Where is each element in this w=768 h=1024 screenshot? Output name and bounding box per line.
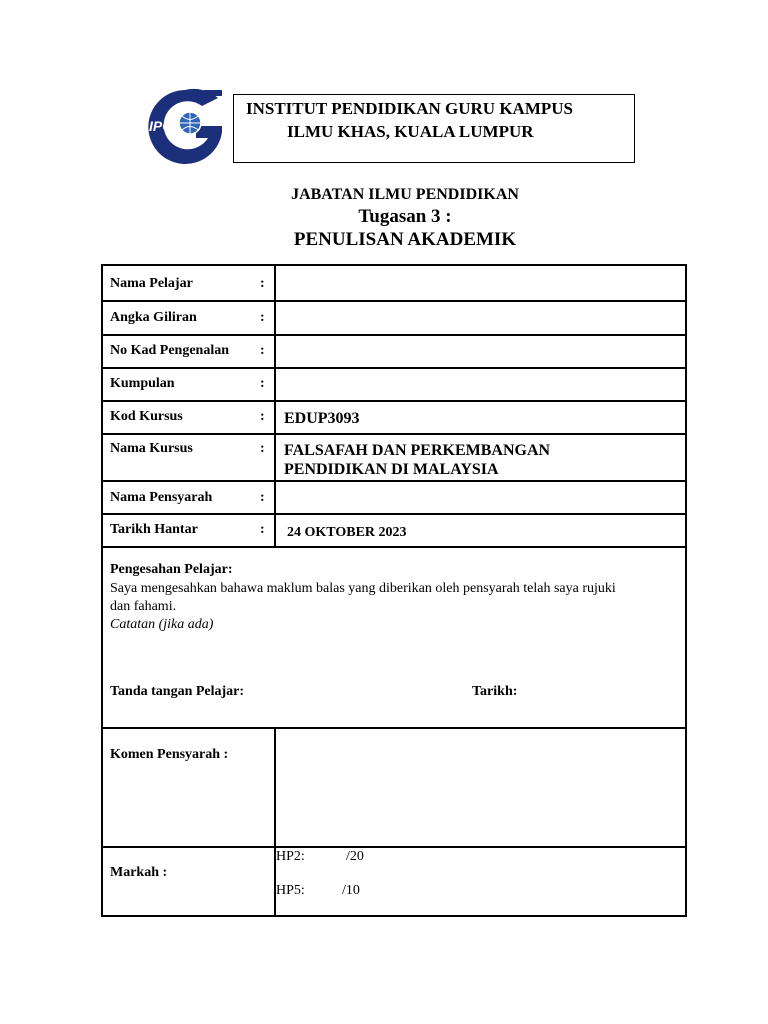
hp5-label: HP5: xyxy=(276,883,305,898)
pengesahan-note: Catatan (jika ada) xyxy=(110,617,214,632)
row-divider xyxy=(103,480,685,482)
field-nama-kursus-line-2[interactable]: PENDIDIKAN DI MALAYSIA xyxy=(284,461,499,478)
label-angka-giliran: Angka Giliran xyxy=(110,310,197,325)
signature-label: Tanda tangan Pelajar: xyxy=(110,684,245,699)
institution-line-1: INSTITUT PENDIDIKAN GURU KAMPUS xyxy=(246,99,573,118)
row-divider xyxy=(103,334,685,336)
colon: : xyxy=(260,441,265,456)
date-label: Tarikh: xyxy=(472,684,518,699)
department-heading: JABATAN ILMU PENDIDIKAN xyxy=(291,186,519,203)
label-nama-pensyarah: Nama Pensyarah xyxy=(110,490,213,505)
assignment-heading: Tugasan 3 : xyxy=(358,206,452,227)
colon: : xyxy=(260,376,265,391)
label-tarikh-hantar: Tarikh Hantar xyxy=(110,522,198,537)
label-kod-kursus: Kod Kursus xyxy=(110,409,183,424)
label-nama-pelajar: Nama Pelajar xyxy=(110,276,193,291)
colon: : xyxy=(260,409,265,424)
institution-line-2: ILMU KHAS, KUALA LUMPUR xyxy=(287,122,534,141)
field-kod-kursus[interactable]: EDUP3093 xyxy=(284,410,360,427)
column-divider xyxy=(274,266,276,546)
hp2-total: /20 xyxy=(346,849,364,864)
markah-label: Markah : xyxy=(110,865,168,880)
row-divider xyxy=(103,546,685,548)
label-kumpulan: Kumpulan xyxy=(110,376,175,391)
pengesahan-text-line-2: dan fahami. xyxy=(110,599,177,614)
field-tarikh-hantar[interactable]: 24 OKTOBER 2023 xyxy=(287,525,407,540)
komen-label: Komen Pensyarah : xyxy=(110,747,229,762)
pengesahan-title: Pengesahan Pelajar: xyxy=(110,562,233,577)
field-nama-kursus-line-1[interactable]: FALSAFAH DAN PERKEMBANGAN xyxy=(284,442,551,459)
colon: : xyxy=(260,343,265,358)
logo-text: IPG xyxy=(149,118,174,134)
row-divider xyxy=(103,513,685,515)
cover-form xyxy=(101,264,687,917)
label-no-kad: No Kad Pengenalan xyxy=(110,343,230,358)
colon: : xyxy=(260,276,265,291)
colon: : xyxy=(260,310,265,325)
row-divider xyxy=(103,433,685,435)
row-divider xyxy=(103,300,685,302)
subject-heading: PENULISAN AKADEMIK xyxy=(293,229,517,250)
colon: : xyxy=(260,490,265,505)
label-nama-kursus: Nama Kursus xyxy=(110,441,193,456)
institution-box xyxy=(233,94,635,163)
row-divider xyxy=(103,846,685,848)
pengesahan-text-line-1: Saya mengesahkan bahawa maklum balas yang diberikan oleh pensyarah telah saya rujuki xyxy=(110,581,616,596)
colon: : xyxy=(260,522,265,537)
komen-field[interactable] xyxy=(277,729,685,844)
hp2-label: HP2: xyxy=(276,849,305,864)
ipg-logo xyxy=(146,88,224,166)
row-divider xyxy=(103,400,685,402)
hp5-total: /10 xyxy=(342,883,360,898)
row-divider xyxy=(103,367,685,369)
